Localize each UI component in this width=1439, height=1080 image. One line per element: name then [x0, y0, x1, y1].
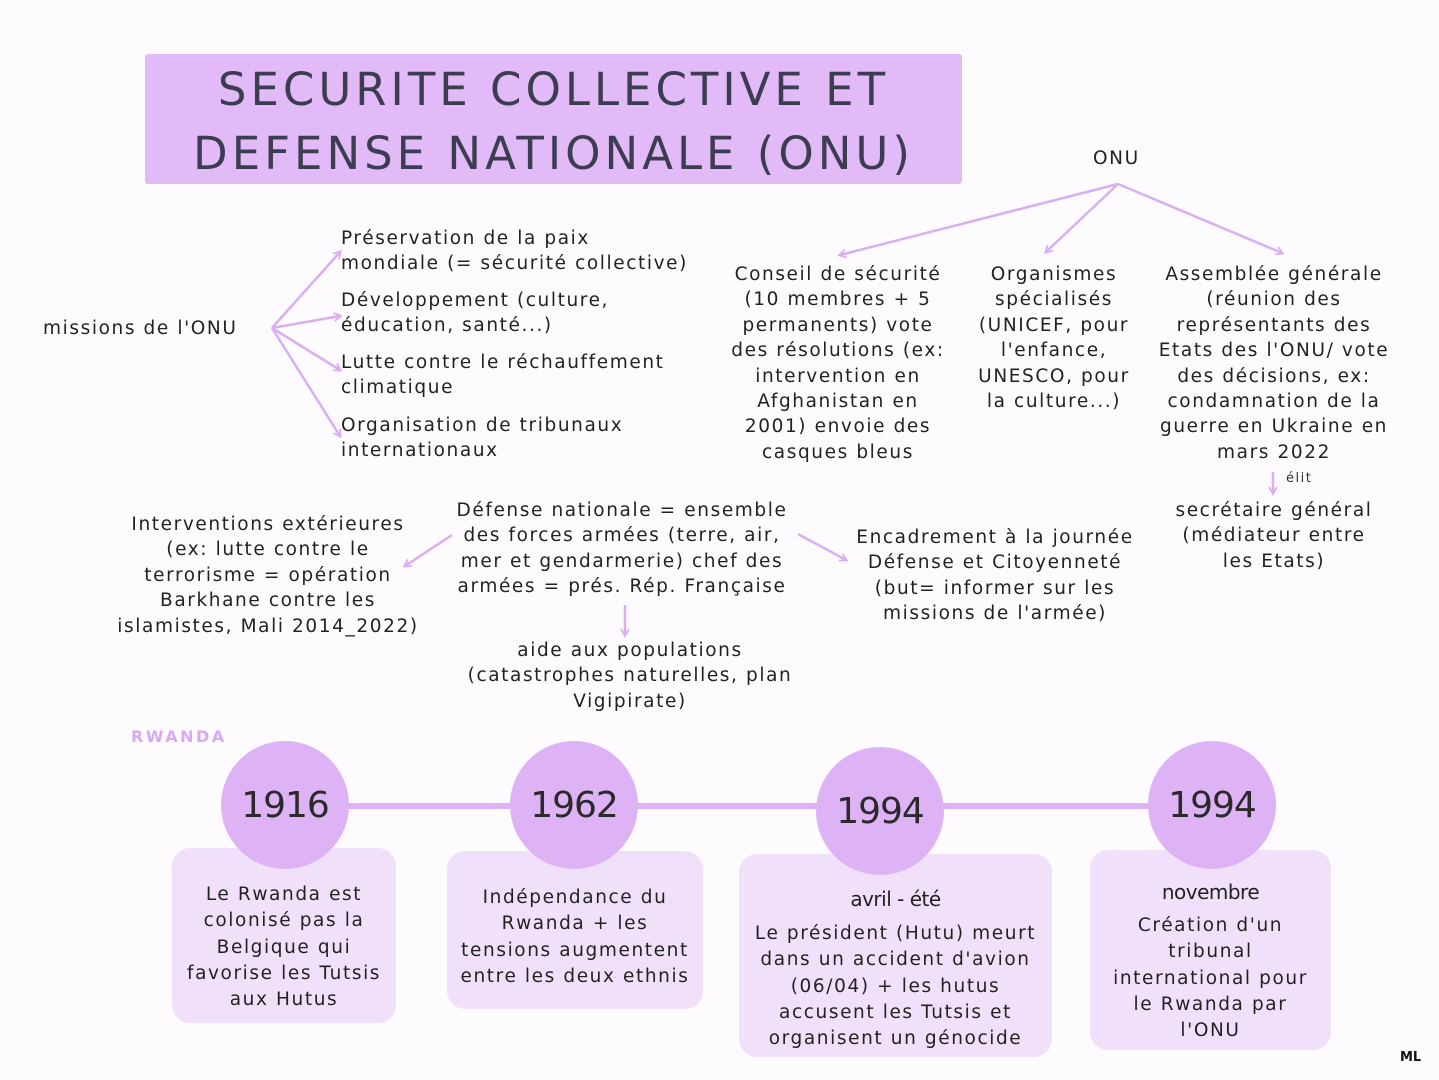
timeline-label: RWANDA: [131, 727, 227, 746]
assemblee-generale: Assemblée générale (réunion des représentants des Etats des l'ONU/ vote des décisions, ex: condamnation de la guerre en Ukraine en mars 2022: [1158, 264, 1390, 463]
elit-label: élit: [1286, 471, 1313, 486]
onu-arrow-assemblee: [1118, 184, 1282, 253]
encadrement-jdc: Encadrement à la journée Défense et Citoyenneté (but= informer sur les missions de l'armée): [856, 527, 1134, 625]
conseil-securite: Conseil de sécurité (10 membres + 5 permanents) vote des résolutions (ex: intervention en Afghanistan en 2001) envoie des casques bleus: [731, 264, 945, 463]
interventions-exterieures: Interventions extérieures (ex: lutte contre le terrorisme = opération Barkhane contre les islamistes, Mali 2014_2022): [117, 514, 419, 637]
timeline-card-1994-genocide: [739, 854, 1052, 1057]
missions-label: missions de l'ONU: [43, 318, 238, 339]
timeline-card-1916: [172, 848, 396, 1023]
event-text: Création d'un tribunal international pour le Rwanda par l'ONU: [1113, 915, 1308, 1042]
year-circle: 1994: [1148, 741, 1276, 869]
title-line-2: DEFENSE NATIONALE (ONU): [193, 127, 914, 180]
event-subtitle: avril - été: [850, 887, 941, 911]
year-circle: 1962: [510, 741, 638, 869]
onu-label: ONU: [1093, 148, 1140, 169]
aide-populations: aide aux populations (catastrophes naturelles, plan Vigipirate): [467, 640, 793, 712]
organismes-specialises: Organismes spécialisés (UNICEF, pour l'enfance, UNESCO, pour la culture...): [978, 264, 1130, 413]
event-text: Le président (Hutu) meurt dans un accident d'avion (06/04) + les hutus accusent les Tutsis et organisent un génocide: [754, 923, 1037, 1050]
mission-item-climat: Lutte contre le réchauffement climatique: [341, 352, 665, 399]
mission-arrow-3: [272, 328, 340, 370]
event-text: Le Rwanda est colonisé pas la Belgique qui favorise les Tutsis aux Hutus: [186, 884, 382, 1011]
author-signature: ML: [1400, 1050, 1422, 1065]
defense-nationale: Défense nationale = ensemble des forces armées (terre, air, mer et gendarmerie) chef des armées = prés. Rép. Française: [456, 500, 788, 598]
onu-arrow-conseil: [840, 184, 1118, 255]
secretaire-general: secrétaire général (médiateur entre les Etats): [1175, 500, 1373, 572]
mission-item-tribunaux: Organisation de tribunaux internationaux: [341, 415, 624, 462]
defense-arrow-right: [798, 534, 846, 560]
mission-arrow-4: [272, 328, 340, 436]
timeline-card-1994-tribunal: [1090, 850, 1331, 1050]
year-circle: 1916: [221, 741, 349, 869]
mission-item-paix: Préservation de la paix mondiale (= sécurité collective): [341, 228, 688, 275]
title-line-1: SECURITE COLLECTIVE ET: [217, 63, 890, 116]
year-circle: 1994: [816, 747, 944, 875]
timeline-card-1962: [447, 851, 703, 1009]
event-text: Indépendance du Rwanda + les tensions augmentent entre les deux ethnis: [460, 887, 690, 987]
mission-item-developpement: Développement (culture, éducation, santé...): [341, 290, 610, 337]
event-subtitle: novembre: [1161, 880, 1260, 904]
